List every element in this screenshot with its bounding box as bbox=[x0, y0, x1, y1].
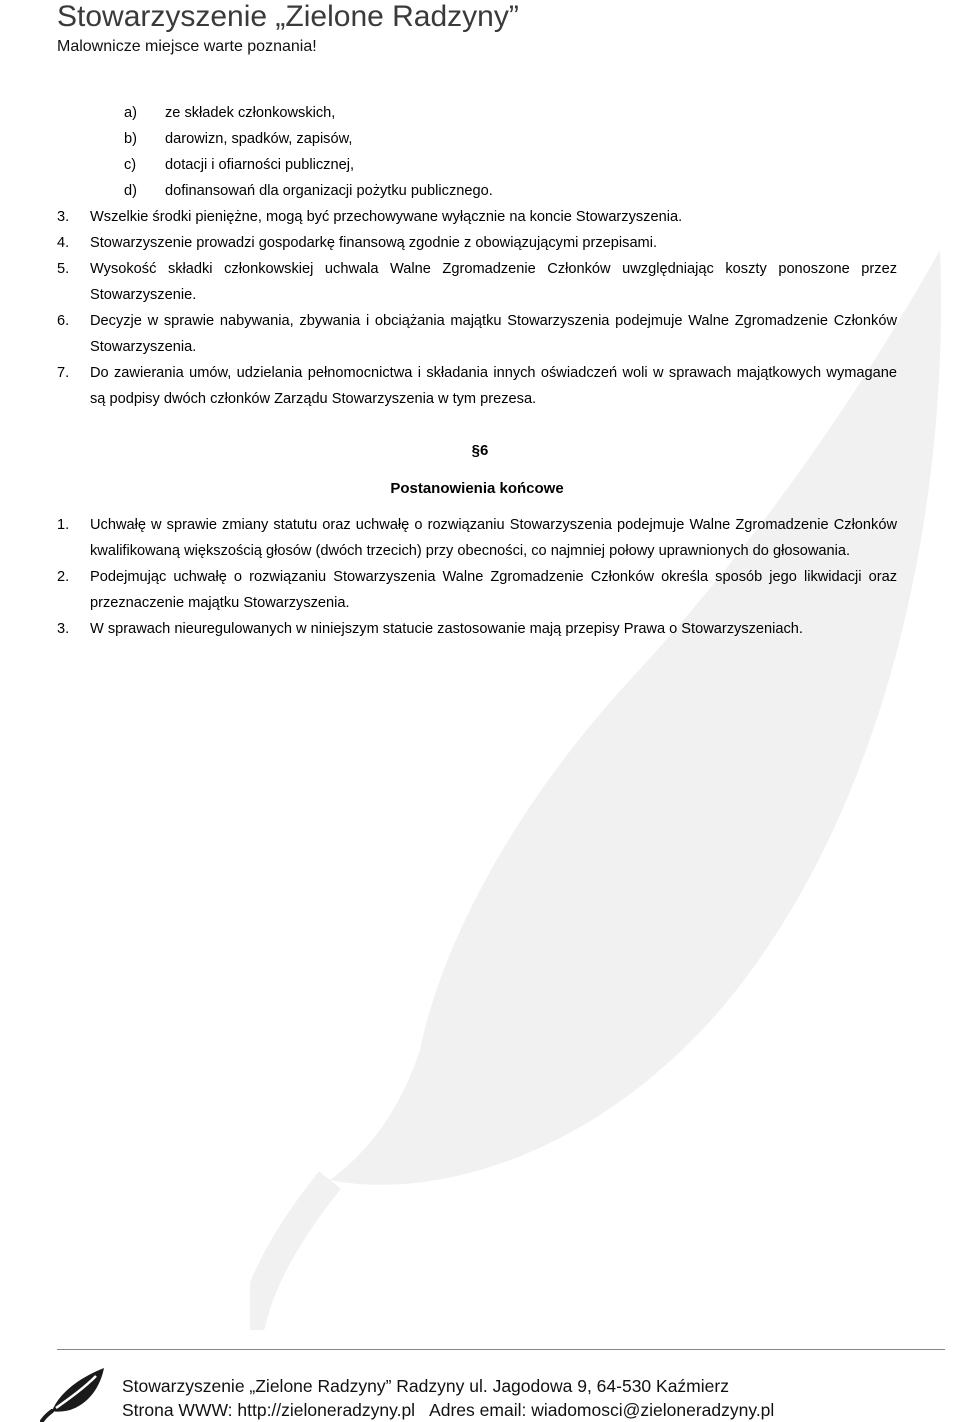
list-number: 7. bbox=[57, 365, 70, 381]
section-number: §6 bbox=[471, 442, 489, 459]
list-item-text: Uchwałę w sprawie zmiany statutu oraz uchwałę o rozwiązaniu Stowarzyszenia podejmuje Walne Zgromadzenie Członków kwalifikowaną większością głosów (dwóch trzecich) przy obecności, co najmniej połowy uprawnionych do głosowania. bbox=[90, 517, 897, 559]
page-header-subtitle: Malownicze miejsce warte poznania! bbox=[57, 38, 317, 55]
final-provisions-list bbox=[57, 512, 897, 642]
list-marker: b) bbox=[124, 131, 137, 147]
list-item-text: Stowarzyszenie prowadzi gospodarkę finansową zgodnie z obowiązującymi przepisami. bbox=[90, 235, 658, 251]
section-title: Postanowienia końcowe bbox=[390, 480, 564, 497]
list-number: 5. bbox=[57, 261, 70, 277]
list-marker: d) bbox=[124, 183, 137, 199]
list-item-text: ze składek członkowskich, bbox=[165, 105, 336, 121]
list-item bbox=[57, 100, 897, 126]
list-item bbox=[57, 616, 897, 642]
list-item-text: Podejmując uchwałę o rozwiązaniu Stowarzyszenia Walne Zgromadzenie Członków określa sposób jego likwidacji oraz przeznaczenie majątku Stowarzyszenia. bbox=[90, 569, 897, 611]
list-item bbox=[57, 204, 897, 230]
list-item-text: W sprawach nieuregulowanych w niniejszym statucie zastosowanie mają przepisy Prawa o Stowarzyszeniach. bbox=[90, 621, 803, 637]
list-number: 1. bbox=[57, 517, 70, 533]
list-item bbox=[57, 564, 897, 616]
list-number: 3. bbox=[57, 209, 70, 225]
list-number: 6. bbox=[57, 313, 70, 329]
footer-website[interactable]: Strona WWW: http://zieloneradzyny.pl bbox=[122, 1400, 416, 1420]
list-item-text: Decyzje w sprawie nabywania, zbywania i obciążania majątku Stowarzyszenia podejmuje Walne Zgromadzenie Członków Stowarzyszenia. bbox=[90, 313, 897, 355]
list-item bbox=[57, 512, 897, 564]
list-marker: a) bbox=[124, 105, 137, 121]
list-number: 3. bbox=[57, 621, 70, 637]
list-item-text: Do zawierania umów, udzielania pełnomocnictwa i składania innych oświadczeń woli w sprawach majątkowych wymagane są podpisy dwóch członków Zarządu Stowarzyszenia w tym prezesa. bbox=[90, 365, 897, 407]
list-item bbox=[57, 360, 897, 412]
document-body bbox=[57, 100, 897, 642]
finance-provisions-list bbox=[57, 204, 897, 412]
list-item-text: dofinansowań dla organizacji pożytku publicznego. bbox=[165, 183, 493, 199]
list-item bbox=[57, 256, 897, 308]
list-marker: c) bbox=[124, 157, 137, 173]
list-item bbox=[57, 152, 897, 178]
leaf-logo-icon bbox=[40, 1366, 106, 1422]
footer-divider bbox=[57, 1349, 945, 1350]
list-number: 2. bbox=[57, 569, 70, 585]
list-item bbox=[57, 308, 897, 360]
footer-email[interactable]: Adres email: wiadomosci@zieloneradzyny.pl bbox=[429, 1400, 775, 1420]
list-item-text: darowizn, spadków, zapisów, bbox=[165, 131, 353, 147]
footer-contact bbox=[122, 1399, 774, 1421]
list-item bbox=[57, 126, 897, 152]
list-item-text: Wysokość składki członkowskiej uchwala Walne Zgromadzenie Członków uwzględniając koszty ponoszone przez Stowarzyszenie. bbox=[90, 261, 897, 303]
list-item bbox=[57, 230, 897, 256]
list-item bbox=[57, 178, 897, 204]
page-header-title: Stowarzyszenie „Zielone Radzyny” bbox=[57, 0, 519, 33]
list-item-text: dotacji i ofiarności publicznej, bbox=[165, 157, 355, 173]
footer-address: Stowarzyszenie „Zielone Radzyny” Radzyny ul. Jagodowa 9, 64-530 Kaźmierz bbox=[122, 1376, 729, 1396]
list-item-text: Wszelkie środki pieniężne, mogą być przechowywane wyłącznie na koncie Stowarzyszenia. bbox=[90, 209, 683, 225]
income-sources-list bbox=[57, 100, 897, 204]
list-number: 4. bbox=[57, 235, 70, 251]
